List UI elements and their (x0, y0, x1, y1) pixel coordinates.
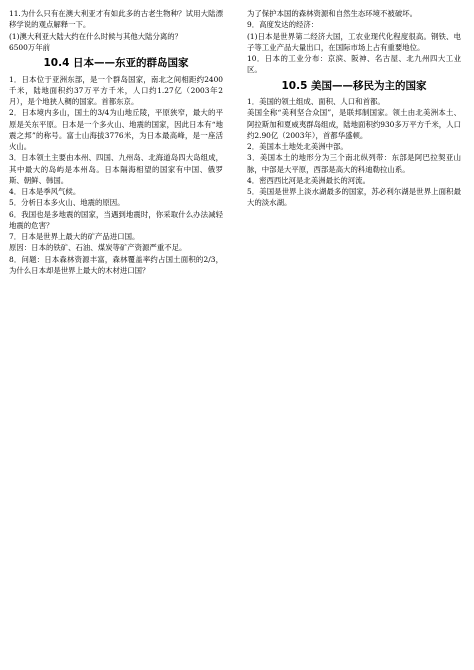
right-column (247, 8, 461, 209)
usa-item-2: 2．美国本土地处北美洲中部。 (247, 142, 348, 152)
japan-item-9-1: (1)日本是世界第二经济大国，工农业现代化程度很高。钢铁、电子等工业产品大量出口，在国际市场上占有重要地位。 (247, 31, 461, 52)
section-heading-japan: 10.4 日本——东亚的群岛国家 (43, 57, 189, 69)
japan-item-1: 1．日本位于亚洲东部，是一个群岛国家，南北之间相距约2400千米，陆地面积约37万平方千米，人口约1.27亿（2003年2月），是个地狭人稠的国家。首都东京。 (9, 74, 223, 107)
answer-11-1-value: 6500万年前 (9, 42, 50, 52)
usa-item-1-answer: 美国全称“美利坚合众国”，是联邦制国家。领土由北美洲本土、阿拉斯加和夏威夷群岛组成，陆地面积约930多万平方千米，人口约2.90亿（2003年），首都华盛顿。 (247, 108, 461, 140)
left-column (9, 8, 223, 276)
japan-item-2: 2．日本境内多山，国土的3/4为山地丘陵，平原狭窄，最大的平原是关东平原。日本是一个多火山、地震的国家，因此日本有“地震之邦”的称号。富士山海拔3776米，为日本最高峰，是一座活火山。 (9, 108, 223, 152)
japan-item-8: 8．问题：日本森林资源丰富，森林覆盖率约占国土面积的2/3，为什么日本却是世界上最大的木材进口国？ (9, 254, 223, 275)
answer-11-1: (1)澳大利亚大陆大约在什么时候与其他大陆分离的？ (9, 31, 183, 41)
japan-item-6: 6．我国也是多地震的国家，当遇到地震时，你采取什么办法减轻地震的危害？ (9, 209, 223, 230)
japan-item-7: 7．日本是世界上最大的矿产品进口国。 (9, 232, 140, 242)
usa-item-5: 5．美国是世界上淡水湖最多的国家，苏必利尔湖是世界上面积最大的淡水湖。 (247, 187, 461, 208)
japan-item-10: 10．日本的工业分布：京滨、阪神、名古屋、北九州四大工业区。 (247, 54, 461, 75)
japan-item-9: 9．高度发达的经济： (247, 20, 319, 30)
japan-item-7-answer: 原因：日本的铁矿、石油、煤炭等矿产资源严重不足。 (9, 243, 187, 253)
japan-item-3: 3．日本领土主要由本州、四国、九州岛、北海道岛四大岛组成，其中最大的岛屿是本州岛。日本隔海相望的国家有中国、俄罗斯、朝鲜、韩国。 (9, 153, 223, 185)
right-intro: 为了保护本国的森林资源和自然生态环境不被破坏。 (247, 9, 417, 18)
japan-item-4: 4．日本是季风气候。 (9, 187, 81, 197)
japan-item-5: 5．分析日本多火山、地震的原因。 (9, 198, 125, 208)
question-11: 11.为什么只有在澳大利亚才有如此多的古老生物种？试用大陆漂移学说的观点解释一下。 (9, 9, 223, 30)
usa-item-3: 3．美国本土的地形分为三个南北纵列带：东部是阿巴拉契亚山脉，中部是大平原，西部是高大的科迪勒拉山系。 (247, 153, 461, 174)
section-heading-usa: 10.5 美国——移民为主的国家 (281, 79, 427, 92)
usa-item-1: 1．美国的领土组成、面积、人口和首都。 (247, 97, 385, 107)
usa-item-4: 4．密西西比河是北美洲最长的河流。 (247, 175, 370, 185)
